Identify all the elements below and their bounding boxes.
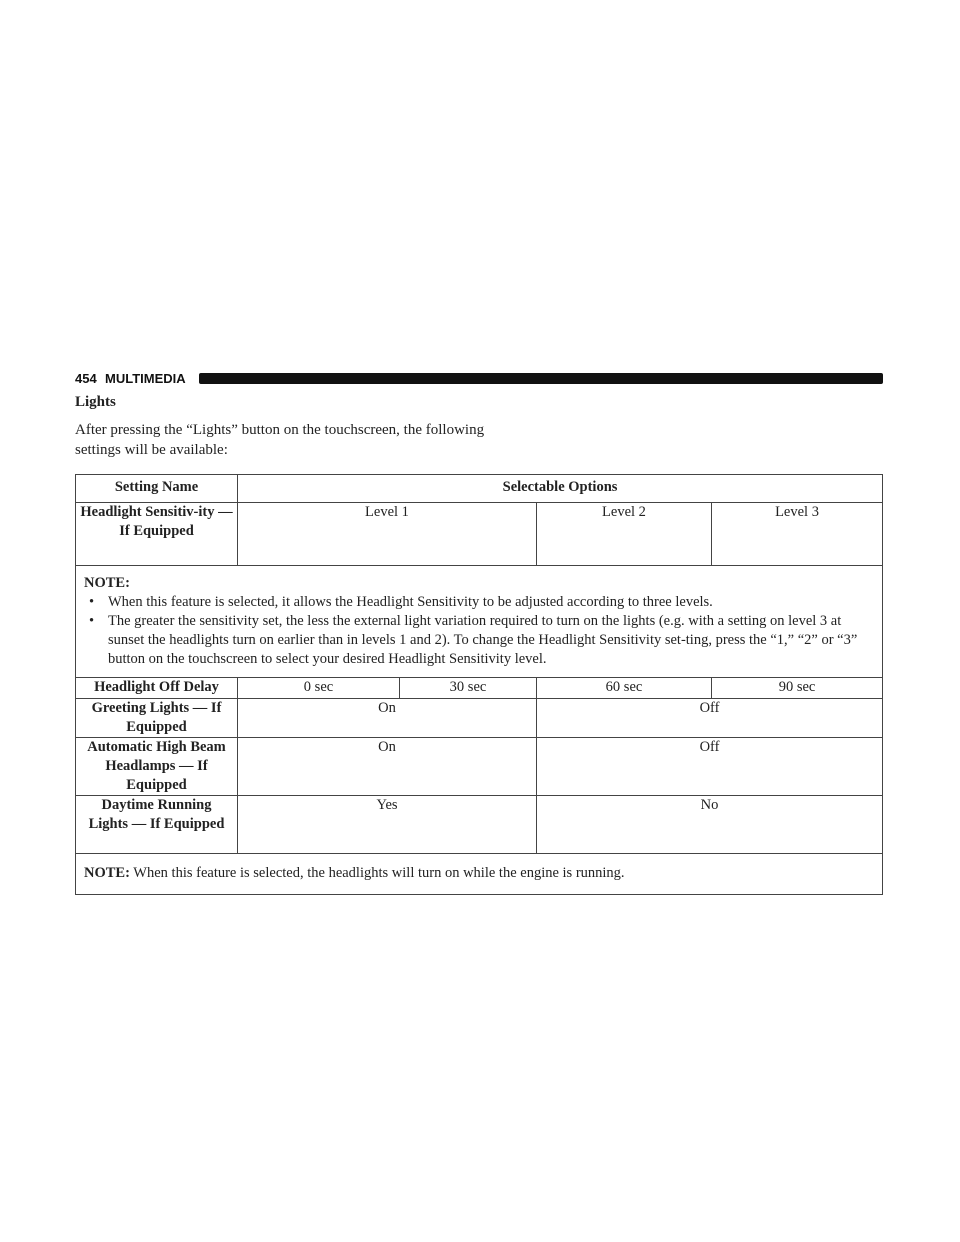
bullet-icon: • (89, 613, 95, 629)
option-off: Off (537, 738, 883, 796)
setting-name-auto-high-beam: Automatic High Beam Headlamps — If Equipped (76, 738, 238, 796)
option-yes: Yes (238, 796, 537, 854)
page-title: Lights (75, 394, 116, 410)
page-number: 454 (75, 371, 97, 386)
table-row-note (76, 854, 883, 895)
list-item (84, 593, 874, 612)
option-30-sec: 30 sec (400, 678, 537, 699)
table-row (76, 503, 883, 566)
section-title: MULTIMEDIA (105, 371, 186, 386)
setting-name-headlight-off-delay: Headlight Off Delay (76, 678, 238, 699)
setting-name-daytime-running: Daytime Running Lights — If Equipped (76, 796, 238, 854)
note-cell (76, 854, 883, 895)
option-level-2: Level 2 (537, 503, 712, 566)
header-rule (199, 373, 883, 384)
setting-name-greeting-lights: Greeting Lights — If Equipped (76, 699, 238, 738)
option-level-1: Level 1 (238, 503, 537, 566)
option-60-sec: 60 sec (537, 678, 712, 699)
col-header-setting: Setting Name (76, 475, 238, 503)
note-text: When this feature is selected, the headlights will turn on while the engine is running. (133, 865, 625, 881)
table-row-note (76, 566, 883, 678)
option-on: On (238, 699, 537, 738)
list-item (84, 612, 874, 669)
bullet-icon: • (89, 594, 95, 610)
page-header (75, 372, 883, 386)
col-header-options: Selectable Options (238, 475, 883, 503)
note-title: NOTE: (84, 865, 130, 881)
setting-name-headlight-sensitivity: Headlight Sensitiv-ity — If Equipped (76, 503, 238, 566)
table-row (76, 796, 883, 854)
note-title: NOTE: (84, 575, 130, 591)
option-level-3: Level 3 (712, 503, 883, 566)
option-90-sec: 90 sec (712, 678, 883, 699)
settings-table (75, 474, 883, 895)
option-0-sec: 0 sec (238, 678, 400, 699)
option-off: Off (537, 699, 883, 738)
table-row (76, 738, 883, 796)
note-text: When this feature is selected, it allows the Headlight Sensitivity to be adjusted according to three levels. (108, 594, 713, 610)
option-no: No (537, 796, 883, 854)
option-on: On (238, 738, 537, 796)
intro-paragraph: After pressing the “Lights” button on the touchscreen, the following settings will be available: (75, 422, 485, 458)
table-header-row (76, 475, 883, 503)
table-row (76, 678, 883, 699)
table-row (76, 699, 883, 738)
note-list (84, 593, 874, 669)
note-text: The greater the sensitivity set, the less the external light variation required to turn on the lights (e.g. with a setting on level 3 at sunset the headlights turn on earlier than in levels 1 and 2). To change the Headlight Sensitivity set-ting, press the “1,” “2” or “3” button on the touchscreen to select your desired Headlight Sensitivity level. (108, 613, 858, 667)
note-cell (76, 566, 883, 678)
